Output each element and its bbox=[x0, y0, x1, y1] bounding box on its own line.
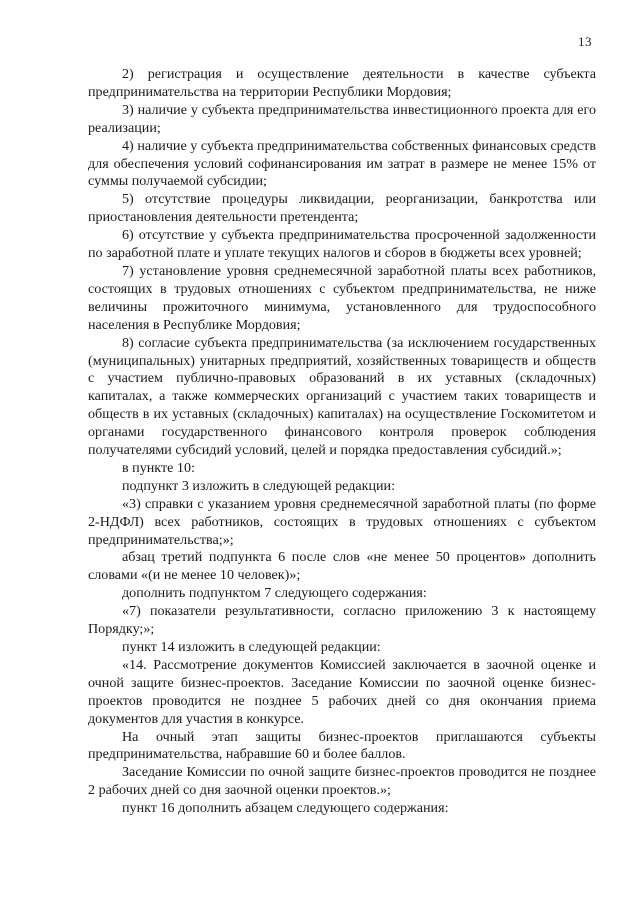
paragraph-item-8: 8) согласие субъекта предпринимательства (за исключением государственных (муниципальных) унитарных предприятий, хозяйственных товариществ и обществ с участием публично-правовых образований в их уставных (складочных) капиталах, а также коммерческих организаций с участием таких товариществ и обществ в их уставных (складочных) капиталах) на осуществление Госкомитетом и органами государственного финансового контроля проверок соблюдения получателями субсидий условий, целей и порядка предоставления субсидий.»; bbox=[88, 334, 596, 459]
paragraph-subpoint-3: подпункт 3 изложить в следующей редакции: bbox=[122, 477, 396, 494]
paragraph-point-10: в пункте 10: bbox=[122, 459, 195, 476]
paragraph-meeting: Заседание Комиссии по очной защите бизнес-проектов проводится не позднее 2 рабочих дней со дня заочной оценки проектов.»; bbox=[88, 764, 596, 799]
page-number: 13 bbox=[578, 34, 592, 49]
paragraph-item-7: 7) установление уровня среднемесячной заработной платы всех работников, состоящих в трудовых отношениях с субъектом предпринимательства, не ниже величины прожиточного минимума, установленного для трудоспособного населения в Республике Мордовия; bbox=[88, 262, 596, 333]
paragraph-quote-3: «3) справки с указанием уровня среднемесячной заработной платы (по форме 2-НДФЛ) всех работников, состоящих в трудовых отношениях с субъектом предпринимательства;»; bbox=[88, 495, 596, 548]
paragraph-quote-14: «14. Рассмотрение документов Комиссией заключается в заочной оценке и очной защите бизнес-проектов. Заседание Комиссии по заочной оценке бизнес-проектов проводится не позднее 5 рабочих дней со дня окончания приема документов для участия в конкурсе. bbox=[88, 656, 596, 727]
paragraph-quote-7: «7) показатели результативности, согласно приложению 3 к настоящему Порядку;»; bbox=[88, 603, 596, 638]
paragraph-item-3: 3) наличие у субъекта предпринимательства инвестиционного проекта для его реализации; bbox=[88, 101, 596, 136]
paragraph-abzac-6: абзац третий подпункта 6 после слов «не менее 50 процентов» дополнить словами «(и не менее 10 человек)»; bbox=[88, 549, 596, 584]
paragraph-item-6: 6) отсутствие у субъекта предпринимательства просроченной задолженности по заработной плате и уплате текущих налогов и сборов в бюджеты всех уровней; bbox=[88, 227, 596, 262]
paragraph-item-5: 5) отсутствие процедуры ликвидации, реорганизации, банкротства или приостановления деятельности претендента; bbox=[88, 191, 596, 226]
paragraph-add-subpoint-7: дополнить подпунктом 7 следующего содержания: bbox=[122, 585, 427, 602]
paragraph-point-16: пункт 16 дополнить абзацем следующего содержания: bbox=[122, 800, 449, 817]
paragraph-point-14: пункт 14 изложить в следующей редакции: bbox=[122, 639, 381, 655]
paragraph-item-4: 4) наличие у субъекта предпринимательства собственных финансовых средств для обеспечения условий софинансирования им затрат в размере не менее 15% от суммы получаемой субсидии; bbox=[88, 137, 596, 190]
paragraph-item-2: 2) регистрация и осуществление деятельности в качестве субъекта предпринимательства на территории Республики Мордовия; bbox=[88, 66, 596, 100]
document-body bbox=[88, 66, 596, 818]
paragraph-invite: На очный этап защиты бизнес-проектов приглашаются субъекты предпринимательства, набравшие 60 и более баллов. bbox=[88, 728, 596, 763]
